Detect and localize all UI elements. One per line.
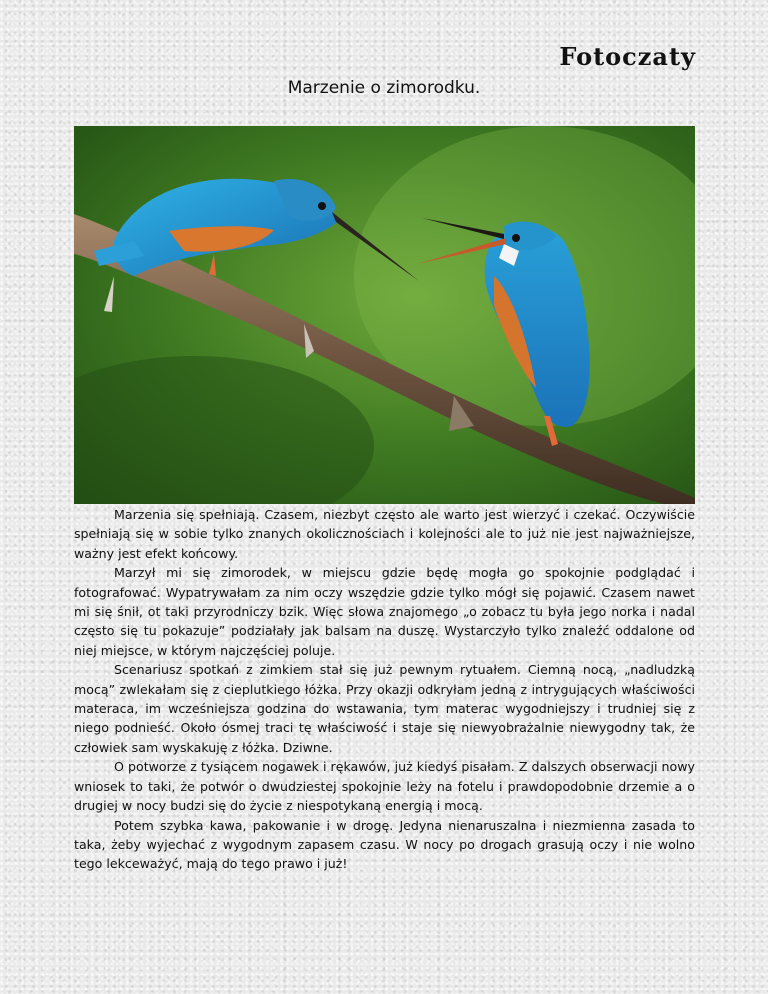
article-paragraph: Marzył mi się zimorodek, w miejscu gdzie będę mogła go spokojnie podglądać i fotografować. Wypatrywałam za nim oczy wszędzie gdzie tylko mógł się pojawić. Czasem nawet mi się śnił, ot taki przyrodniczy bzik. Więc słowa znajomego „o zobacz tu była jego norka i nadal często się tu pokazuje” podziałały jak balsam na duszę. Wystarczyło tylko znaleźć oddalone od niej miejsce, w którym najczęściej poluje. — [74, 565, 695, 658]
kingfisher-photo — [74, 126, 695, 504]
page-title: Marzenie o zimorodku. — [287, 78, 481, 98]
article-paragraph: Scenariusz spotkań z zimkiem stał się już pewnym rytuałem. Ciemną nocą, „nadludzką mocą” zwlekałam się z cieplutkiego łóżka. Przy okazji odkryłam jedną z intrygujących właściwości materaca, im wcześniejsza godzina do wstawania, tym materac wygodniejszy i trudniej się z niego podnieść. Około ósmej traci tę właściwość i staje się niewyobrażalnie niewygodny tak, że człowiek sam wyskakuję z łóżka. Dziwne. — [74, 662, 695, 755]
article-paragraph: Marzenia się spełniają. Czasem, niezbyt często ale warto jest wierzyć i czekać. Oczywiście spełniają się w sobie tylko znanych okolicznościach i kolejności ale to już nie jest najważniejsze, ważny jest efekt końcowy. — [74, 507, 695, 561]
site-brand: Fotoczaty — [559, 42, 696, 71]
article-body — [74, 505, 695, 874]
article-paragraph: Potem szybka kawa, pakowanie i w drogę. Jedyna nienaruszalna i niezmienna zasada to taka, żeby wyjechać z wygodnym zapasem czasu. W nocy po drogach grasują oczy i nie wolno tego lekceważyć, mają do tego prawo i już! — [74, 817, 695, 872]
article-paragraph: O potworze z tysiącem nogawek i rękawów, już kiedyś pisałam. Z dalszych obserwacji nowy wniosek to taki, że potwór o dwudziestej spokojnie leży na fotelu i prawdopodobnie drzemie a o drugiej w nocy budzi się do życie z niespotykaną energią i mocą. — [74, 759, 695, 814]
